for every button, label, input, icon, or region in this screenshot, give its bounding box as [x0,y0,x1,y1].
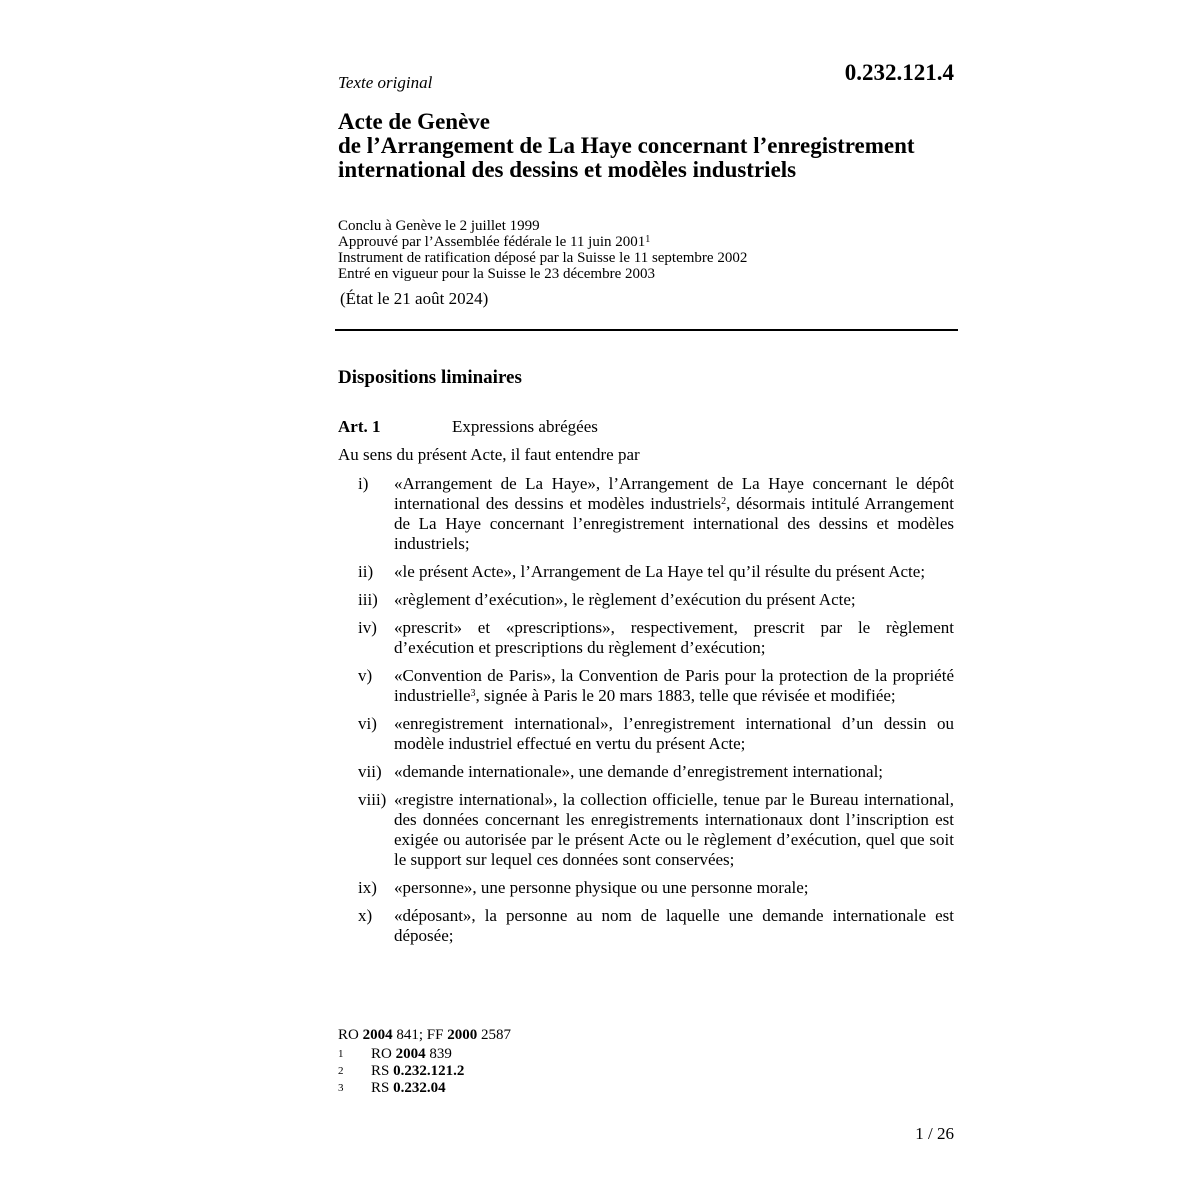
meta-concluded: Conclu à Genève le 2 juillet 1999 [338,218,540,234]
list-item-number: x) [358,906,373,925]
list-item-text: «prescrit» et «prescriptions», respectivement, prescrit par le règlement d’exécution et prescriptions du règlement d’exécution; [394,618,954,657]
document-metadata [338,218,747,282]
header-divider [335,329,958,331]
list-item-number: iii) [358,590,378,609]
list-item-text: «règlement d’exécution», le règlement d’exécution du présent Acte; [394,590,856,609]
title-line-2: de l’Arrangement de La Haye concernant l’enregistrement [338,133,915,158]
footnote-ref-2[interactable]: 2 [721,496,727,507]
article-number: Art. 1 [338,417,381,436]
article-intro: Au sens du présent Acte, il faut entendre par [338,445,640,464]
list-item [338,762,954,782]
list-item [338,562,954,582]
list-item-number: vii) [358,762,382,781]
footnote-2: 2 RS 0.232.121.2 [338,1063,465,1079]
list-item-number: vi) [358,714,377,733]
original-text-label: Texte original [338,73,433,92]
list-item-text: «registre international», la collection officielle, tenue par le Bureau international, des données concernant les enregistrements internationaux dont l’inscription est exigée ou autorisée par le présent Acte ou le règlement d’exécution, quel que soit le support sur lequel ces données sont conservées; [394,790,954,869]
state-date: (État le 21 août 2024) [340,289,489,308]
list-item [338,878,954,898]
footnote-source: RO 2004 841; FF 2000 2587 [338,1027,511,1043]
footnote-ref-1[interactable]: 1 [645,234,651,245]
definitions-list [338,474,954,954]
list-item-number: viii) [358,790,387,809]
list-item-number: iv) [358,618,377,637]
list-item-text: «Convention de Paris», la Convention de Paris pour la protection de la propriété industrielle$^3$, signée à Paris le 20 mars 1883, telle que révisée et modifiée; [394,666,954,705]
list-item-text: «le présent Acte», l’Arrangement de La Haye tel qu’il résulte du présent Acte; [394,562,926,581]
list-item [338,906,954,946]
list-item [338,618,954,658]
list-item [338,590,954,610]
list-item-text: «enregistrement international», l’enregistrement international d’un dessin ou modèle industriel effectué en vertu du présent Acte; [394,714,954,753]
list-item [338,666,954,706]
list-item-number: ii) [358,562,374,581]
meta-in-force: Entré en vigueur pour la Suisse le 23 décembre 2003 [338,266,655,282]
list-item-number: ix) [358,878,377,897]
title-line-1: Acte de Genève [338,109,490,134]
meta-approved: Approuvé par l’Assemblée fédérale le 11 juin 2001$^1$ [338,234,651,250]
document-title [338,110,915,182]
article-title: Expressions abrégées [452,417,598,436]
list-item [338,714,954,754]
list-item [338,474,954,554]
footnote-3: 3 RS 0.232.04 [338,1080,446,1096]
list-item [338,790,954,870]
systematic-number: 0.232.121.4 [844,60,954,85]
page-number: 1 / 26 [915,1124,954,1143]
footnote-1: 1 RO 2004 839 [338,1046,452,1062]
list-item-text: «Arrangement de La Haye», l’Arrangement de La Haye concernant le dépôt international des dessins et modèles industriels$^2$, désormais intitulé Arrangement de La Haye concernant l’enregistrement international des dessins et modèles industriels; [394,474,954,553]
meta-ratification: Instrument de ratification déposé par la Suisse le 11 septembre 2002 [338,250,748,266]
list-item-text: «déposant», la personne au nom de laquelle une demande internationale est déposée; [394,906,954,945]
list-item-text: «demande internationale», une demande d’enregistrement international; [394,762,884,781]
section-title: Dispositions liminaires [338,367,522,388]
list-item-text: «personne», une personne physique ou une personne morale; [394,878,809,897]
footnote-ref-3[interactable]: 3 [470,688,476,699]
title-line-3: international des dessins et modèles industriels [338,157,797,182]
list-item-number: v) [358,666,373,685]
list-item-number: i) [358,474,369,493]
